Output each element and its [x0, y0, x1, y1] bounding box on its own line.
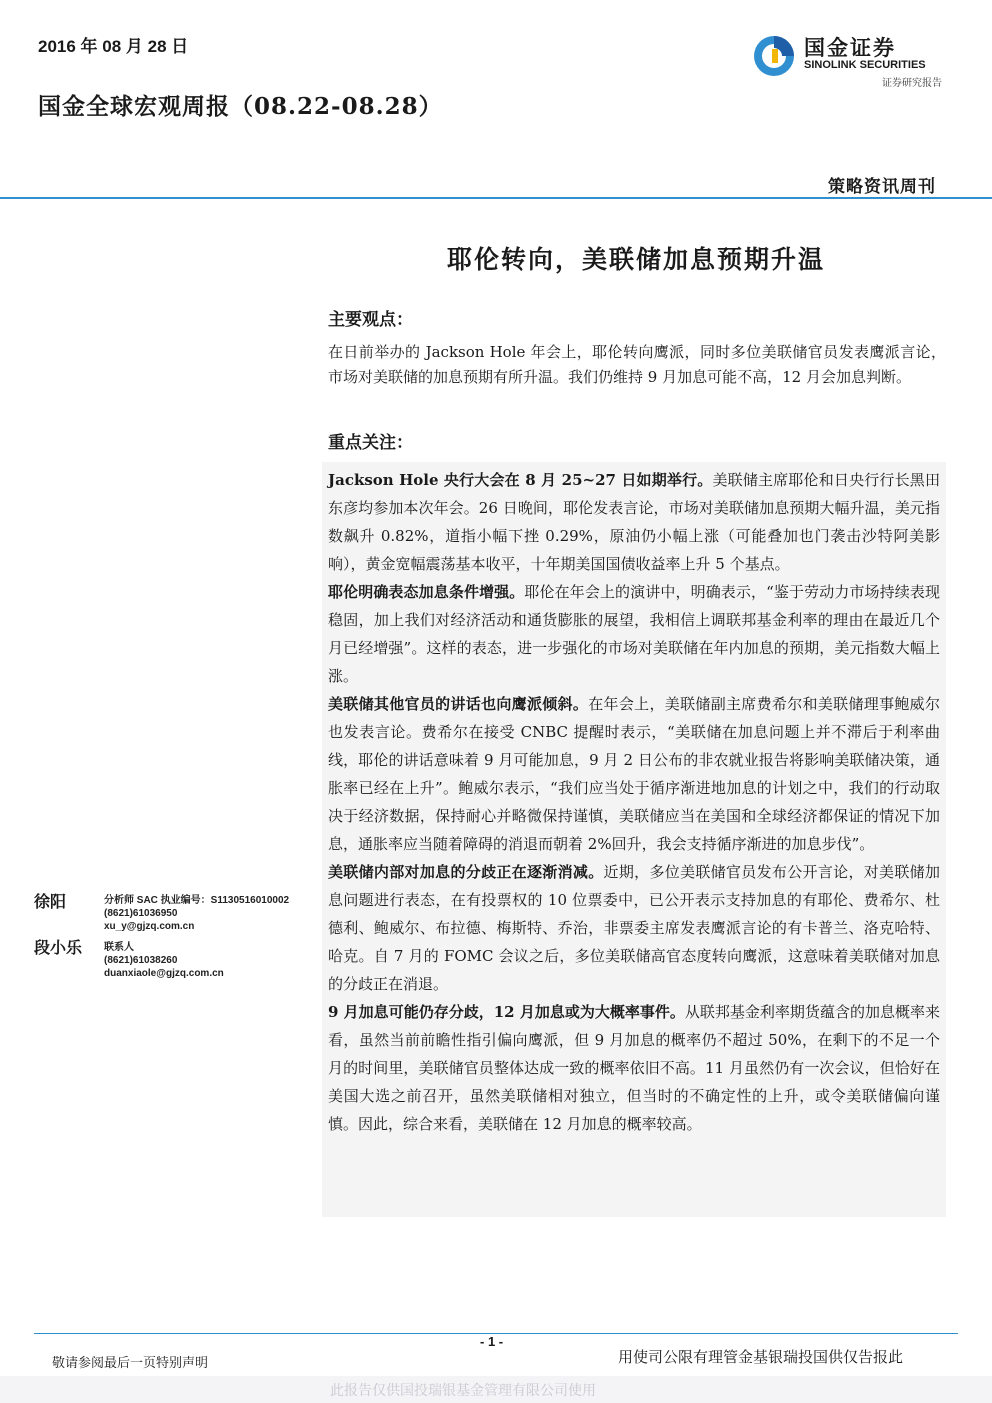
- focus-paragraph: [328, 690, 940, 858]
- analyst-name: 段小乐: [34, 938, 83, 957]
- focus-paragraph-body: 耶伦在年会上的演讲中，明确表示，“鉴于劳动力市场持续表现稳固，加上我们对经济活动和通货膨胀的展望，我相信上调联邦基金利率的理由在最近几个月已经增强”。这样的表态，进一步强化的市场对美联储在年内加息的预期，美元指数大幅上涨。: [328, 583, 940, 685]
- focus-paragraph: [328, 578, 940, 690]
- focus-paragraph-body: 从联邦基金利率期货蕴含的加息概率来看，虽然当前前瞻性指引偏向鹰派，但 9 月加息的概率仍不超过 50%，在剩下的不足一个月的时间里，美联储官员整体达成一致的概率依旧不高。11 月虽然仍有一次会议，但恰好在美国大选之前召开，虽然美联储相对独立，但当时的不确定性的上升，或令美联储偏向谨慎。因此，综合来看，美联储在 12 月加息的概率较高。: [328, 1003, 940, 1133]
- header-divider: [0, 197, 992, 199]
- report-title: 国金全球宏观周报（08.22-08.28）: [38, 93, 443, 120]
- focus-paragraph: [328, 466, 940, 578]
- focus-paragraph-lead: 9 月加息可能仍存分歧，12 月加息或为大概率事件。: [328, 1003, 685, 1021]
- focus-section: [328, 466, 940, 1138]
- focus-heading: 重点关注：: [328, 433, 413, 453]
- report-category: 策略资讯周刊: [828, 177, 936, 197]
- sinolink-logo-icon: [752, 32, 800, 80]
- focus-paragraph-body: 在年会上，美联储副主席费希尔和美联储理事鲍威尔也发表言论。费希尔在接受 CNBC 提醒时表示，“美联储在加息问题上并不滞后于利率曲线，耶伦的讲话意味着 9 月可能加息，9 月 2 日公布的非农就业报告将影响美联储决策，通胀率已经在上升”。鲍威尔表示，“我们应当处于循序渐进地加息的计划之中，我们的行动取决于经济数据，保持耐心并略微保持谨慎，美联储应当在美国和全球经济都保证的情况下加息，通胀率应当随着障碍的消退而朝着 2%回升，我会支持循序渐进的加息步伐”。: [328, 695, 940, 853]
- analyst-sac-number: 分析师 SAC 执业编号：S1130516010002: [104, 895, 290, 906]
- analyst-phone: (8621)61038260: [104, 955, 178, 966]
- analyst-contact: [104, 894, 289, 933]
- watermark-text: 此报告仅供国投瑞银基金管理有限公司使用: [330, 1383, 596, 1399]
- focus-paragraph-body: 近期，多位美联储官员发布公开言论，对美联储加息问题进行表态，在有投票权的 10 位票委中，已公开表示支持加息的有耶伦、费希尔、杜德利、鲍威尔、布拉德、梅斯特、乔治，非票委主席发表鹰派言论的有卡普兰、洛克哈特、哈克。自 7 月的 FOMC 会议之后，多位美联储高官态度转向鹰派，这意味着美联储对加息的分歧正在消退。: [328, 863, 940, 993]
- analyst-role: 联系人: [104, 942, 134, 953]
- main-points-heading: 主要观点：: [328, 310, 413, 330]
- logo-subtitle: 证券研究报告: [882, 78, 942, 89]
- analyst-phone: (8621)61036950: [104, 908, 178, 919]
- analyst-name: 徐阳: [34, 892, 67, 911]
- focus-paragraph: [328, 858, 940, 998]
- sinolink-logo: [752, 28, 948, 92]
- analyst-email: duanxiaole@gjzq.com.cn: [104, 968, 224, 979]
- focus-paragraph-lead: 美联储其他官员的讲话也向鹰派倾斜。: [328, 695, 589, 713]
- main-points-text: 在日前举办的 Jackson Hole 年会上，耶伦转向鹰派，同时多位美联储官员发表鹰派言论，市场对美联储的加息预期有所升温。我们仍维持 9 月加息可能不高，12 月会加息判断。: [328, 343, 946, 386]
- disclaimer-note: 敬请参阅最后一页特别声明: [52, 1356, 209, 1371]
- report-date: 2016 年 08 月 28 日: [38, 37, 189, 56]
- analyst-contact: [104, 941, 224, 980]
- footer-reversed-text: 用使司公限有理管金基银瑞投国供仅告报此: [618, 1348, 904, 1366]
- focus-paragraph-body: 美联储主席耶伦和日央行行长黑田东彦均参加本次年会。26 日晚间，耶伦发表言论，市场对美联储加息预期大幅升温，美元指数飙升 0.82%，道指小幅下挫 0.29%，原油仍小幅上涨（可能叠加也门袭击沙特阿美影响），黄金宽幅震荡基本收平，十年期美国国债收益率上升 5 个基点。: [328, 471, 940, 573]
- headline: 耶伦转向，美联储加息预期升温: [446, 245, 825, 274]
- logo-name-cn: 国金证券: [804, 36, 896, 60]
- page-number: - 1 -: [480, 1334, 504, 1349]
- focus-paragraph-lead: 美联储内部对加息的分歧正在逐渐消减。: [328, 863, 604, 881]
- analyst-email: xu_y@gjzq.com.cn: [104, 921, 195, 932]
- focus-paragraph-lead: 耶伦明确表态加息条件增强。: [328, 583, 525, 601]
- focus-paragraph: [328, 998, 940, 1138]
- focus-paragraph-lead: Jackson Hole 央行大会在 8 月 25~27 日如期举行。: [328, 471, 713, 489]
- logo-name-en: SINOLINK SECURITIES: [804, 59, 926, 71]
